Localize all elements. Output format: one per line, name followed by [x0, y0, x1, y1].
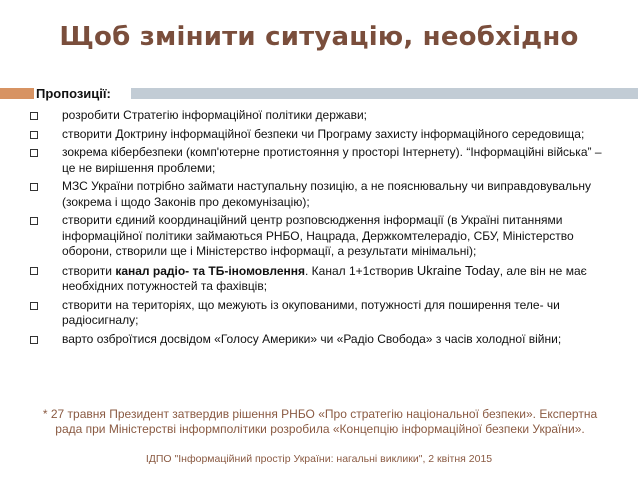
item-text-latin: Ukraine Today: [416, 262, 500, 278]
item-text: МЗС України потрібно займати наступальну позицію, а не пояснювальну чи виправдовувальну (зокрема і щодо Законів про декомунізацію);: [62, 179, 591, 209]
list-item: [30, 145, 610, 176]
item-text: створити Доктрину інформаційної безпеки чи Програму захисту інформаційного середовища;: [62, 126, 585, 141]
item-text-post: , але він не має необхідних потужностей та фахівців;: [62, 263, 587, 293]
list-item: [30, 263, 610, 295]
square-bullet-icon: [30, 149, 38, 157]
square-bullet-icon: [30, 302, 38, 310]
item-text: створити на територіях, що межують із окупованими, потужності для поширення теле- чи радіосигналу;: [62, 297, 560, 327]
item-text-pre: створити: [62, 263, 116, 278]
square-bullet-icon: [30, 183, 38, 191]
slide-footer: ІДПО "Інформаційний простір України: нагальні виклики", 2 квітня 2015: [145, 453, 493, 465]
square-bullet-icon: [30, 112, 38, 120]
list-item: [30, 179, 610, 210]
proposals-heading: Пропозиції:: [36, 86, 114, 101]
rule-bar: [131, 88, 638, 99]
square-bullet-icon: [30, 217, 38, 225]
list-item: [30, 213, 610, 260]
item-text: зокрема кібербезпеки (комп'ютерне протистояння у просторі Інтернету). “Інформаційні війська” – це не вирішення проблеми;: [62, 145, 602, 175]
square-bullet-icon: [30, 131, 38, 139]
item-text-mid: . Канал 1+1створив: [305, 263, 417, 278]
list-item: [30, 108, 610, 124]
list-item: [30, 127, 610, 143]
footnote: * 27 травня Президент затвердив рішення РНБО «Про стратегію національної безпеки». Експертна рада при Міністерстві інформполітики розробила «Концепцію інформаційної безпеки України».: [42, 407, 598, 436]
proposals-list: [30, 108, 610, 350]
item-text: створити єдиний координаційний центр розповсюдження інформації (в Україні питаннями інформаційної політики займаються РНБО, Нацрада, Держкомтелерадіо, СБУ, Міністерство оборони, створили ще і Міністерство інформації, а результати мінімальні);: [62, 213, 574, 258]
list-item: [30, 332, 610, 348]
item-text: розробити Стратегію інформаційної політики держави;: [62, 108, 368, 122]
item-text: варто озброїтися досвідом «Голосу Америки» чи «Радіо Свобода» з часів холодної війни;: [62, 331, 562, 346]
square-bullet-icon: [30, 267, 38, 275]
slide-title: Щоб змінити ситуацію, необхідно: [59, 22, 579, 52]
accent-bar: [0, 88, 34, 99]
item-text-bold: канал радіо- та ТБ-іномовлення: [115, 263, 305, 278]
list-item: [30, 298, 610, 329]
square-bullet-icon: [30, 336, 38, 344]
